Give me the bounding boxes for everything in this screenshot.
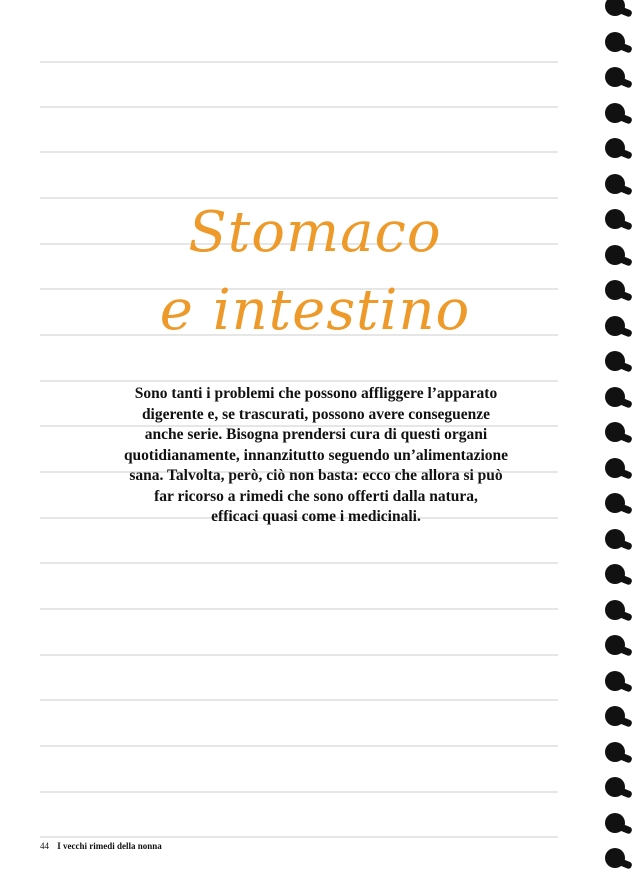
ruled-line (40, 151, 558, 153)
spiral-ring-icon (598, 702, 633, 730)
spiral-ring-icon (598, 631, 633, 659)
spiral-ring-icon (598, 205, 633, 233)
spiral-binding (598, 0, 633, 873)
spiral-ring-icon (598, 347, 633, 375)
spiral-ring-icon (598, 525, 633, 553)
intro-line: far ricorso a rimedi che sono offerti dalla natura, (154, 487, 478, 505)
ruled-line (40, 106, 558, 108)
page-number: 44 (40, 841, 49, 851)
spiral-ring-icon (598, 809, 633, 837)
spiral-ring-icon (598, 63, 633, 91)
spiral-ring-icon (598, 134, 633, 162)
ruled-line (40, 61, 558, 63)
intro-line: quotidianamente, innanzitutto seguendo un’alimentazione (123, 446, 509, 464)
intro-line: digerente e, se trascurati, possono avere conseguenze (141, 405, 491, 423)
ruled-line (40, 562, 558, 564)
intro-line: efficaci quasi come i medicinali. (211, 508, 421, 525)
title-line-1: Stomaco (188, 200, 442, 265)
spiral-ring-icon (598, 560, 633, 588)
spiral-ring-icon (598, 667, 633, 695)
running-title: I vecchi rimedi della nonna (57, 841, 162, 851)
intro-line: sana. Talvolta, però, ciò non basta: ecco che allora si può (129, 467, 503, 484)
intro-line: Sono tanti i problemi che possono affliggere l’apparato (134, 385, 498, 402)
intro-paragraph (88, 384, 544, 528)
spiral-ring-icon (598, 312, 633, 340)
spiral-ring-icon (598, 276, 633, 304)
title-line-2: e intestino (159, 278, 471, 343)
spiral-ring-icon (598, 241, 633, 269)
intro-line: anche serie. Bisogna prendersi cura di questi organi (144, 426, 488, 443)
page-footer (40, 841, 162, 851)
ruled-line (40, 608, 558, 610)
spiral-ring-icon (598, 454, 633, 482)
spiral-ring-icon (598, 596, 633, 624)
page-title (100, 194, 530, 350)
spiral-ring-icon (598, 28, 633, 56)
spiral-ring-icon (598, 0, 633, 20)
ruled-line (40, 654, 558, 656)
ruled-line (40, 836, 558, 838)
spiral-ring-icon (598, 170, 633, 198)
spiral-ring-icon (598, 383, 633, 411)
ruled-line (40, 791, 558, 793)
spiral-ring-icon (598, 844, 633, 872)
ruled-line (40, 699, 558, 701)
ruled-line (40, 380, 558, 382)
ruled-line (40, 745, 558, 747)
spiral-ring-icon (598, 99, 633, 127)
spiral-ring-icon (598, 489, 633, 517)
spiral-ring-icon (598, 773, 633, 801)
spiral-ring-icon (598, 418, 633, 446)
spiral-ring-icon (598, 738, 633, 766)
